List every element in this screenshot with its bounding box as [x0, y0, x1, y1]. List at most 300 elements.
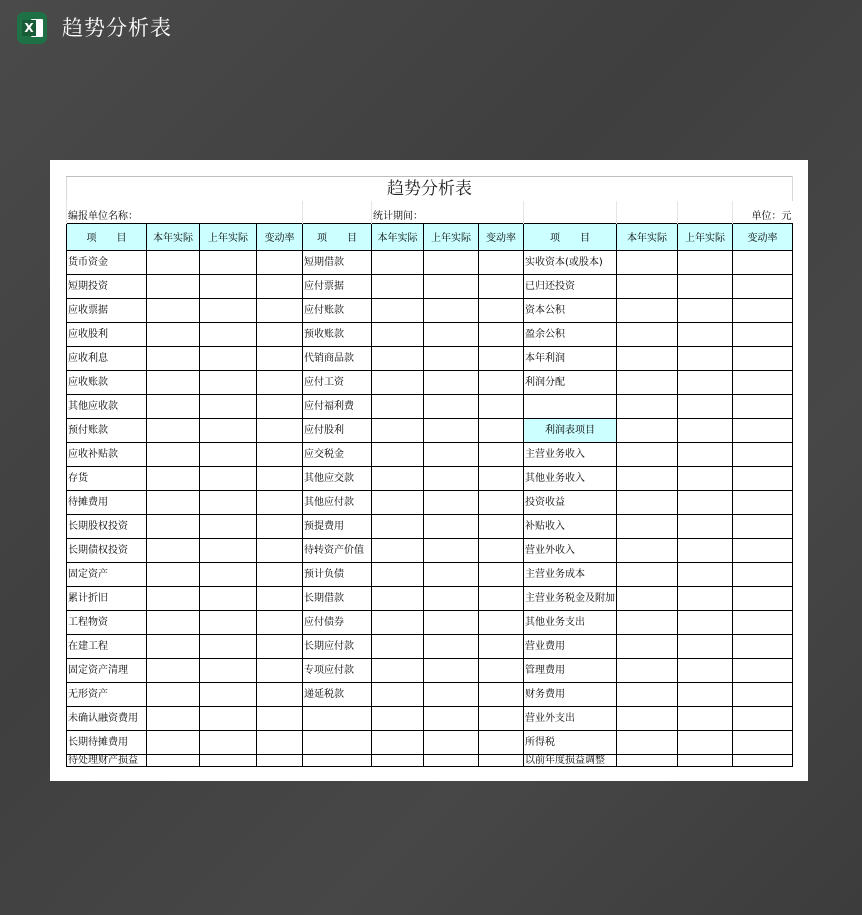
value-cell[interactable]	[424, 491, 479, 515]
item-label-cell[interactable]: 应付票据	[303, 275, 372, 299]
value-cell[interactable]	[479, 707, 524, 731]
value-cell[interactable]	[424, 587, 479, 611]
value-cell[interactable]	[479, 515, 524, 539]
sheet-title: 趋势分析表	[67, 177, 793, 202]
value-cell[interactable]	[617, 731, 678, 755]
item-label-cell[interactable]: 在建工程	[67, 635, 147, 659]
value-cell[interactable]	[424, 299, 479, 323]
value-cell[interactable]	[678, 635, 733, 659]
value-cell[interactable]	[257, 395, 303, 419]
column-header: 项 目	[303, 224, 372, 251]
value-cell[interactable]	[372, 731, 424, 755]
value-cell[interactable]	[617, 251, 678, 275]
value-cell[interactable]	[200, 755, 257, 767]
value-cell[interactable]	[147, 587, 200, 611]
item-label-cell[interactable]: 管理费用	[524, 659, 617, 683]
item-label-cell[interactable]: 存货	[67, 467, 147, 491]
value-cell[interactable]	[424, 323, 479, 347]
table-row	[67, 587, 793, 611]
value-cell[interactable]	[617, 299, 678, 323]
value-cell[interactable]	[733, 539, 793, 563]
item-label-cell[interactable]: 长期债权投资	[67, 539, 147, 563]
item-label-cell[interactable]: 货币资金	[67, 251, 147, 275]
value-cell[interactable]	[479, 251, 524, 275]
value-cell[interactable]	[617, 467, 678, 491]
value-cell[interactable]	[617, 275, 678, 299]
table-row	[67, 563, 793, 587]
item-label-cell[interactable]: 累计折旧	[67, 587, 147, 611]
value-cell[interactable]	[372, 443, 424, 467]
table-row	[67, 395, 793, 419]
value-cell[interactable]	[678, 443, 733, 467]
value-cell[interactable]	[424, 467, 479, 491]
item-label-cell[interactable]: 专项应付款	[303, 659, 372, 683]
value-cell[interactable]	[424, 635, 479, 659]
item-label-cell[interactable]: 未确认融资费用	[67, 707, 147, 731]
table-row	[67, 443, 793, 467]
value-cell[interactable]	[147, 299, 200, 323]
value-cell[interactable]	[479, 299, 524, 323]
value-cell[interactable]	[733, 659, 793, 683]
value-cell[interactable]	[678, 683, 733, 707]
value-cell[interactable]	[479, 563, 524, 587]
value-cell[interactable]	[678, 515, 733, 539]
section-header-cell[interactable]: 利润表项目	[524, 419, 617, 443]
value-cell[interactable]	[479, 371, 524, 395]
item-label-cell[interactable]: 其他业务支出	[524, 611, 617, 635]
value-cell[interactable]	[678, 395, 733, 419]
value-cell[interactable]	[147, 731, 200, 755]
item-label-cell[interactable]: 应收利息	[67, 347, 147, 371]
item-label-cell[interactable]: 应收票据	[67, 299, 147, 323]
value-cell[interactable]	[200, 347, 257, 371]
item-label-cell[interactable]: 短期借款	[303, 251, 372, 275]
item-label-cell[interactable]: 应收补贴款	[67, 443, 147, 467]
value-cell[interactable]	[733, 683, 793, 707]
value-cell[interactable]	[733, 347, 793, 371]
item-label-cell[interactable]: 其他应交款	[303, 467, 372, 491]
table-row	[67, 323, 793, 347]
value-cell[interactable]	[424, 347, 479, 371]
column-header: 变动率	[479, 224, 524, 251]
value-cell[interactable]	[617, 491, 678, 515]
item-label-cell[interactable]: 营业外支出	[524, 707, 617, 731]
item-label-cell[interactable]: 补贴收入	[524, 515, 617, 539]
value-cell[interactable]	[733, 419, 793, 443]
value-cell[interactable]	[733, 467, 793, 491]
value-cell[interactable]	[733, 755, 793, 767]
item-label-cell[interactable]: 资本公积	[524, 299, 617, 323]
value-cell[interactable]	[147, 323, 200, 347]
value-cell[interactable]	[617, 659, 678, 683]
value-cell[interactable]	[424, 395, 479, 419]
item-label-cell[interactable]: 应收股利	[67, 323, 147, 347]
value-cell[interactable]	[678, 731, 733, 755]
value-cell[interactable]	[200, 251, 257, 275]
table-row	[67, 515, 793, 539]
value-cell[interactable]	[147, 419, 200, 443]
value-cell[interactable]	[372, 371, 424, 395]
value-cell[interactable]	[733, 299, 793, 323]
item-label-cell[interactable]	[303, 707, 372, 731]
excel-icon-letter: X	[22, 20, 36, 36]
value-cell[interactable]	[733, 587, 793, 611]
table-row	[67, 611, 793, 635]
value-cell[interactable]	[257, 467, 303, 491]
value-cell[interactable]	[200, 323, 257, 347]
value-cell[interactable]	[372, 611, 424, 635]
value-cell[interactable]	[617, 323, 678, 347]
trend-analysis-table	[66, 176, 793, 767]
value-cell[interactable]	[617, 563, 678, 587]
value-cell[interactable]	[200, 683, 257, 707]
item-label-cell[interactable]: 预计负债	[303, 563, 372, 587]
value-cell[interactable]	[147, 275, 200, 299]
value-cell[interactable]	[617, 371, 678, 395]
item-label-cell[interactable]	[524, 395, 617, 419]
value-cell[interactable]	[479, 395, 524, 419]
value-cell[interactable]	[424, 683, 479, 707]
value-cell[interactable]	[372, 515, 424, 539]
value-cell[interactable]	[424, 515, 479, 539]
value-cell[interactable]	[424, 611, 479, 635]
value-cell[interactable]	[479, 443, 524, 467]
value-cell[interactable]	[733, 443, 793, 467]
value-cell[interactable]	[147, 515, 200, 539]
item-label-cell[interactable]: 主营业务收入	[524, 443, 617, 467]
value-cell[interactable]	[479, 419, 524, 443]
item-label-cell[interactable]: 财务费用	[524, 683, 617, 707]
value-cell[interactable]	[200, 515, 257, 539]
value-cell[interactable]	[257, 491, 303, 515]
value-cell[interactable]	[424, 371, 479, 395]
value-cell[interactable]	[733, 635, 793, 659]
value-cell[interactable]	[678, 491, 733, 515]
item-label-cell[interactable]: 预提费用	[303, 515, 372, 539]
value-cell[interactable]	[147, 443, 200, 467]
value-cell[interactable]	[257, 659, 303, 683]
value-cell[interactable]	[617, 419, 678, 443]
value-cell[interactable]	[678, 539, 733, 563]
item-label-cell[interactable]: 应收账款	[67, 371, 147, 395]
value-cell[interactable]	[257, 539, 303, 563]
item-label-cell[interactable]: 代销商品款	[303, 347, 372, 371]
value-cell[interactable]	[678, 419, 733, 443]
value-cell[interactable]	[200, 275, 257, 299]
value-cell[interactable]	[733, 323, 793, 347]
item-label-cell[interactable]	[303, 755, 372, 767]
value-cell[interactable]	[257, 515, 303, 539]
item-label-cell[interactable]: 工程物资	[67, 611, 147, 635]
value-cell[interactable]	[147, 251, 200, 275]
value-cell[interactable]	[424, 707, 479, 731]
item-label-cell[interactable]: 盈余公积	[524, 323, 617, 347]
value-cell[interactable]	[257, 731, 303, 755]
value-cell[interactable]	[257, 587, 303, 611]
column-header: 变动率	[257, 224, 303, 251]
value-cell[interactable]	[372, 587, 424, 611]
value-cell[interactable]	[200, 443, 257, 467]
value-cell[interactable]	[372, 467, 424, 491]
value-cell[interactable]	[424, 251, 479, 275]
item-label-cell[interactable]: 主营业务税金及附加	[524, 587, 617, 611]
value-cell[interactable]	[372, 563, 424, 587]
item-label-cell[interactable]: 本年利润	[524, 347, 617, 371]
value-cell[interactable]	[147, 635, 200, 659]
value-cell[interactable]	[147, 539, 200, 563]
value-cell[interactable]	[257, 347, 303, 371]
value-cell[interactable]	[257, 611, 303, 635]
item-label-cell[interactable]: 应付工资	[303, 371, 372, 395]
meta-cell	[678, 201, 733, 224]
value-cell[interactable]	[257, 683, 303, 707]
item-label-cell[interactable]: 待处理财产损益	[67, 755, 147, 767]
value-cell[interactable]	[479, 323, 524, 347]
value-cell[interactable]	[617, 443, 678, 467]
value-cell[interactable]	[479, 683, 524, 707]
value-cell[interactable]	[678, 371, 733, 395]
item-label-cell[interactable]	[303, 731, 372, 755]
value-cell[interactable]	[257, 275, 303, 299]
value-cell[interactable]	[372, 419, 424, 443]
value-cell[interactable]	[200, 419, 257, 443]
value-cell[interactable]	[372, 491, 424, 515]
table-row	[67, 371, 793, 395]
item-label-cell[interactable]: 预收账款	[303, 323, 372, 347]
value-cell[interactable]	[678, 467, 733, 491]
value-cell[interactable]	[617, 539, 678, 563]
item-label-cell[interactable]: 已归还投资	[524, 275, 617, 299]
item-label-cell[interactable]: 长期应付款	[303, 635, 372, 659]
value-cell[interactable]	[257, 323, 303, 347]
value-cell[interactable]	[733, 611, 793, 635]
value-cell[interactable]	[424, 659, 479, 683]
item-label-cell[interactable]: 利润分配	[524, 371, 617, 395]
value-cell[interactable]	[678, 251, 733, 275]
value-cell[interactable]	[479, 755, 524, 767]
sheet-title-row	[67, 177, 793, 202]
item-label-cell[interactable]: 短期投资	[67, 275, 147, 299]
value-cell[interactable]	[372, 347, 424, 371]
meta-cell	[524, 201, 617, 224]
table-row	[67, 707, 793, 731]
value-cell[interactable]	[372, 683, 424, 707]
value-cell[interactable]	[147, 395, 200, 419]
table-row	[67, 635, 793, 659]
app-header	[0, 0, 862, 58]
value-cell[interactable]	[733, 371, 793, 395]
value-cell[interactable]	[372, 635, 424, 659]
value-cell[interactable]	[257, 707, 303, 731]
value-cell[interactable]	[372, 659, 424, 683]
item-label-cell[interactable]: 长期待摊费用	[67, 731, 147, 755]
value-cell[interactable]	[424, 563, 479, 587]
item-label-cell[interactable]: 长期股权投资	[67, 515, 147, 539]
value-cell[interactable]	[147, 491, 200, 515]
table-row	[67, 683, 793, 707]
value-cell[interactable]	[424, 275, 479, 299]
value-cell[interactable]	[257, 371, 303, 395]
item-label-cell[interactable]: 递延税款	[303, 683, 372, 707]
item-label-cell[interactable]: 应付债券	[303, 611, 372, 635]
table-row	[67, 659, 793, 683]
period-label: 统计期间：	[372, 201, 524, 224]
value-cell[interactable]	[147, 683, 200, 707]
value-cell[interactable]	[372, 755, 424, 767]
value-cell[interactable]	[617, 347, 678, 371]
table-row	[67, 347, 793, 371]
value-cell[interactable]	[479, 587, 524, 611]
value-cell[interactable]	[372, 323, 424, 347]
item-label-cell[interactable]: 无形资产	[67, 683, 147, 707]
value-cell[interactable]	[479, 467, 524, 491]
value-cell[interactable]	[200, 467, 257, 491]
value-cell[interactable]	[479, 491, 524, 515]
value-cell[interactable]	[424, 755, 479, 767]
value-cell[interactable]	[200, 611, 257, 635]
item-label-cell[interactable]: 投资收益	[524, 491, 617, 515]
table-row	[67, 491, 793, 515]
value-cell[interactable]	[372, 395, 424, 419]
item-label-cell[interactable]: 固定资产	[67, 563, 147, 587]
value-cell[interactable]	[257, 563, 303, 587]
value-cell[interactable]	[733, 251, 793, 275]
item-label-cell[interactable]: 待转资产价值	[303, 539, 372, 563]
value-cell[interactable]	[479, 635, 524, 659]
value-cell[interactable]	[424, 539, 479, 563]
value-cell[interactable]	[617, 683, 678, 707]
value-cell[interactable]	[200, 707, 257, 731]
value-cell[interactable]	[479, 347, 524, 371]
item-label-cell[interactable]: 主营业务成本	[524, 563, 617, 587]
value-cell[interactable]	[424, 443, 479, 467]
item-label-cell[interactable]: 固定资产清理	[67, 659, 147, 683]
item-label-cell[interactable]: 预付账款	[67, 419, 147, 443]
value-cell[interactable]	[257, 443, 303, 467]
value-cell[interactable]	[733, 515, 793, 539]
value-cell[interactable]	[200, 491, 257, 515]
value-cell[interactable]	[147, 611, 200, 635]
value-cell[interactable]	[200, 587, 257, 611]
value-cell[interactable]	[147, 563, 200, 587]
value-cell[interactable]	[200, 659, 257, 683]
value-cell[interactable]	[479, 539, 524, 563]
value-cell[interactable]	[617, 395, 678, 419]
value-cell[interactable]	[257, 251, 303, 275]
value-cell[interactable]	[147, 755, 200, 767]
value-cell[interactable]	[479, 731, 524, 755]
value-cell[interactable]	[678, 299, 733, 323]
value-cell[interactable]	[678, 323, 733, 347]
value-cell[interactable]	[257, 299, 303, 323]
value-cell[interactable]	[479, 659, 524, 683]
meta-row	[67, 201, 793, 224]
value-cell[interactable]	[372, 251, 424, 275]
value-cell[interactable]	[678, 563, 733, 587]
value-cell[interactable]	[617, 611, 678, 635]
value-cell[interactable]	[617, 515, 678, 539]
column-header: 本年实际	[372, 224, 424, 251]
item-label-cell[interactable]: 长期借款	[303, 587, 372, 611]
item-label-cell[interactable]: 应付股利	[303, 419, 372, 443]
item-label-cell[interactable]: 营业费用	[524, 635, 617, 659]
item-label-cell[interactable]: 应付账款	[303, 299, 372, 323]
value-cell[interactable]	[678, 347, 733, 371]
value-cell[interactable]	[733, 275, 793, 299]
value-cell[interactable]	[372, 299, 424, 323]
value-cell[interactable]	[678, 659, 733, 683]
value-cell[interactable]	[200, 563, 257, 587]
value-cell[interactable]	[147, 347, 200, 371]
value-cell[interactable]	[424, 731, 479, 755]
value-cell[interactable]	[479, 275, 524, 299]
value-cell[interactable]	[257, 419, 303, 443]
value-cell[interactable]	[678, 755, 733, 767]
value-cell[interactable]	[147, 371, 200, 395]
value-cell[interactable]	[200, 371, 257, 395]
value-cell[interactable]	[617, 635, 678, 659]
value-cell[interactable]	[617, 755, 678, 767]
value-cell[interactable]	[678, 587, 733, 611]
item-label-cell[interactable]: 其他业务收入	[524, 467, 617, 491]
value-cell[interactable]	[678, 275, 733, 299]
value-cell[interactable]	[200, 731, 257, 755]
value-cell[interactable]	[200, 635, 257, 659]
value-cell[interactable]	[372, 275, 424, 299]
table-row	[67, 419, 793, 443]
item-label-cell[interactable]: 待摊费用	[67, 491, 147, 515]
item-label-cell[interactable]: 其他应收款	[67, 395, 147, 419]
value-cell[interactable]	[257, 755, 303, 767]
value-cell[interactable]	[678, 611, 733, 635]
value-cell[interactable]	[733, 563, 793, 587]
value-cell[interactable]	[147, 467, 200, 491]
column-header: 上年实际	[678, 224, 733, 251]
value-cell[interactable]	[200, 539, 257, 563]
item-label-cell[interactable]: 所得税	[524, 731, 617, 755]
value-cell[interactable]	[147, 707, 200, 731]
value-cell[interactable]	[733, 491, 793, 515]
value-cell[interactable]	[424, 419, 479, 443]
value-cell[interactable]	[147, 659, 200, 683]
value-cell[interactable]	[617, 587, 678, 611]
org-label: 编报单位名称：	[67, 201, 303, 224]
value-cell[interactable]	[733, 707, 793, 731]
value-cell[interactable]	[257, 635, 303, 659]
column-header: 本年实际	[147, 224, 200, 251]
value-cell[interactable]	[733, 731, 793, 755]
item-label-cell[interactable]: 应交税金	[303, 443, 372, 467]
value-cell[interactable]	[372, 707, 424, 731]
value-cell[interactable]	[200, 299, 257, 323]
item-label-cell[interactable]: 应付福利费	[303, 395, 372, 419]
column-header: 变动率	[733, 224, 793, 251]
item-label-cell[interactable]: 其他应付款	[303, 491, 372, 515]
item-label-cell[interactable]: 实收资本(或股本)	[524, 251, 617, 275]
value-cell[interactable]	[733, 395, 793, 419]
value-cell[interactable]	[617, 707, 678, 731]
item-label-cell[interactable]: 以前年度损益调整	[524, 755, 617, 767]
table-row	[67, 755, 793, 767]
value-cell[interactable]	[200, 395, 257, 419]
meta-cell	[617, 201, 678, 224]
value-cell[interactable]	[678, 707, 733, 731]
unit-label: 单位：元	[733, 201, 793, 224]
spreadsheet-preview	[50, 160, 808, 781]
item-label-cell[interactable]: 营业外收入	[524, 539, 617, 563]
value-cell[interactable]	[479, 611, 524, 635]
value-cell[interactable]	[372, 539, 424, 563]
